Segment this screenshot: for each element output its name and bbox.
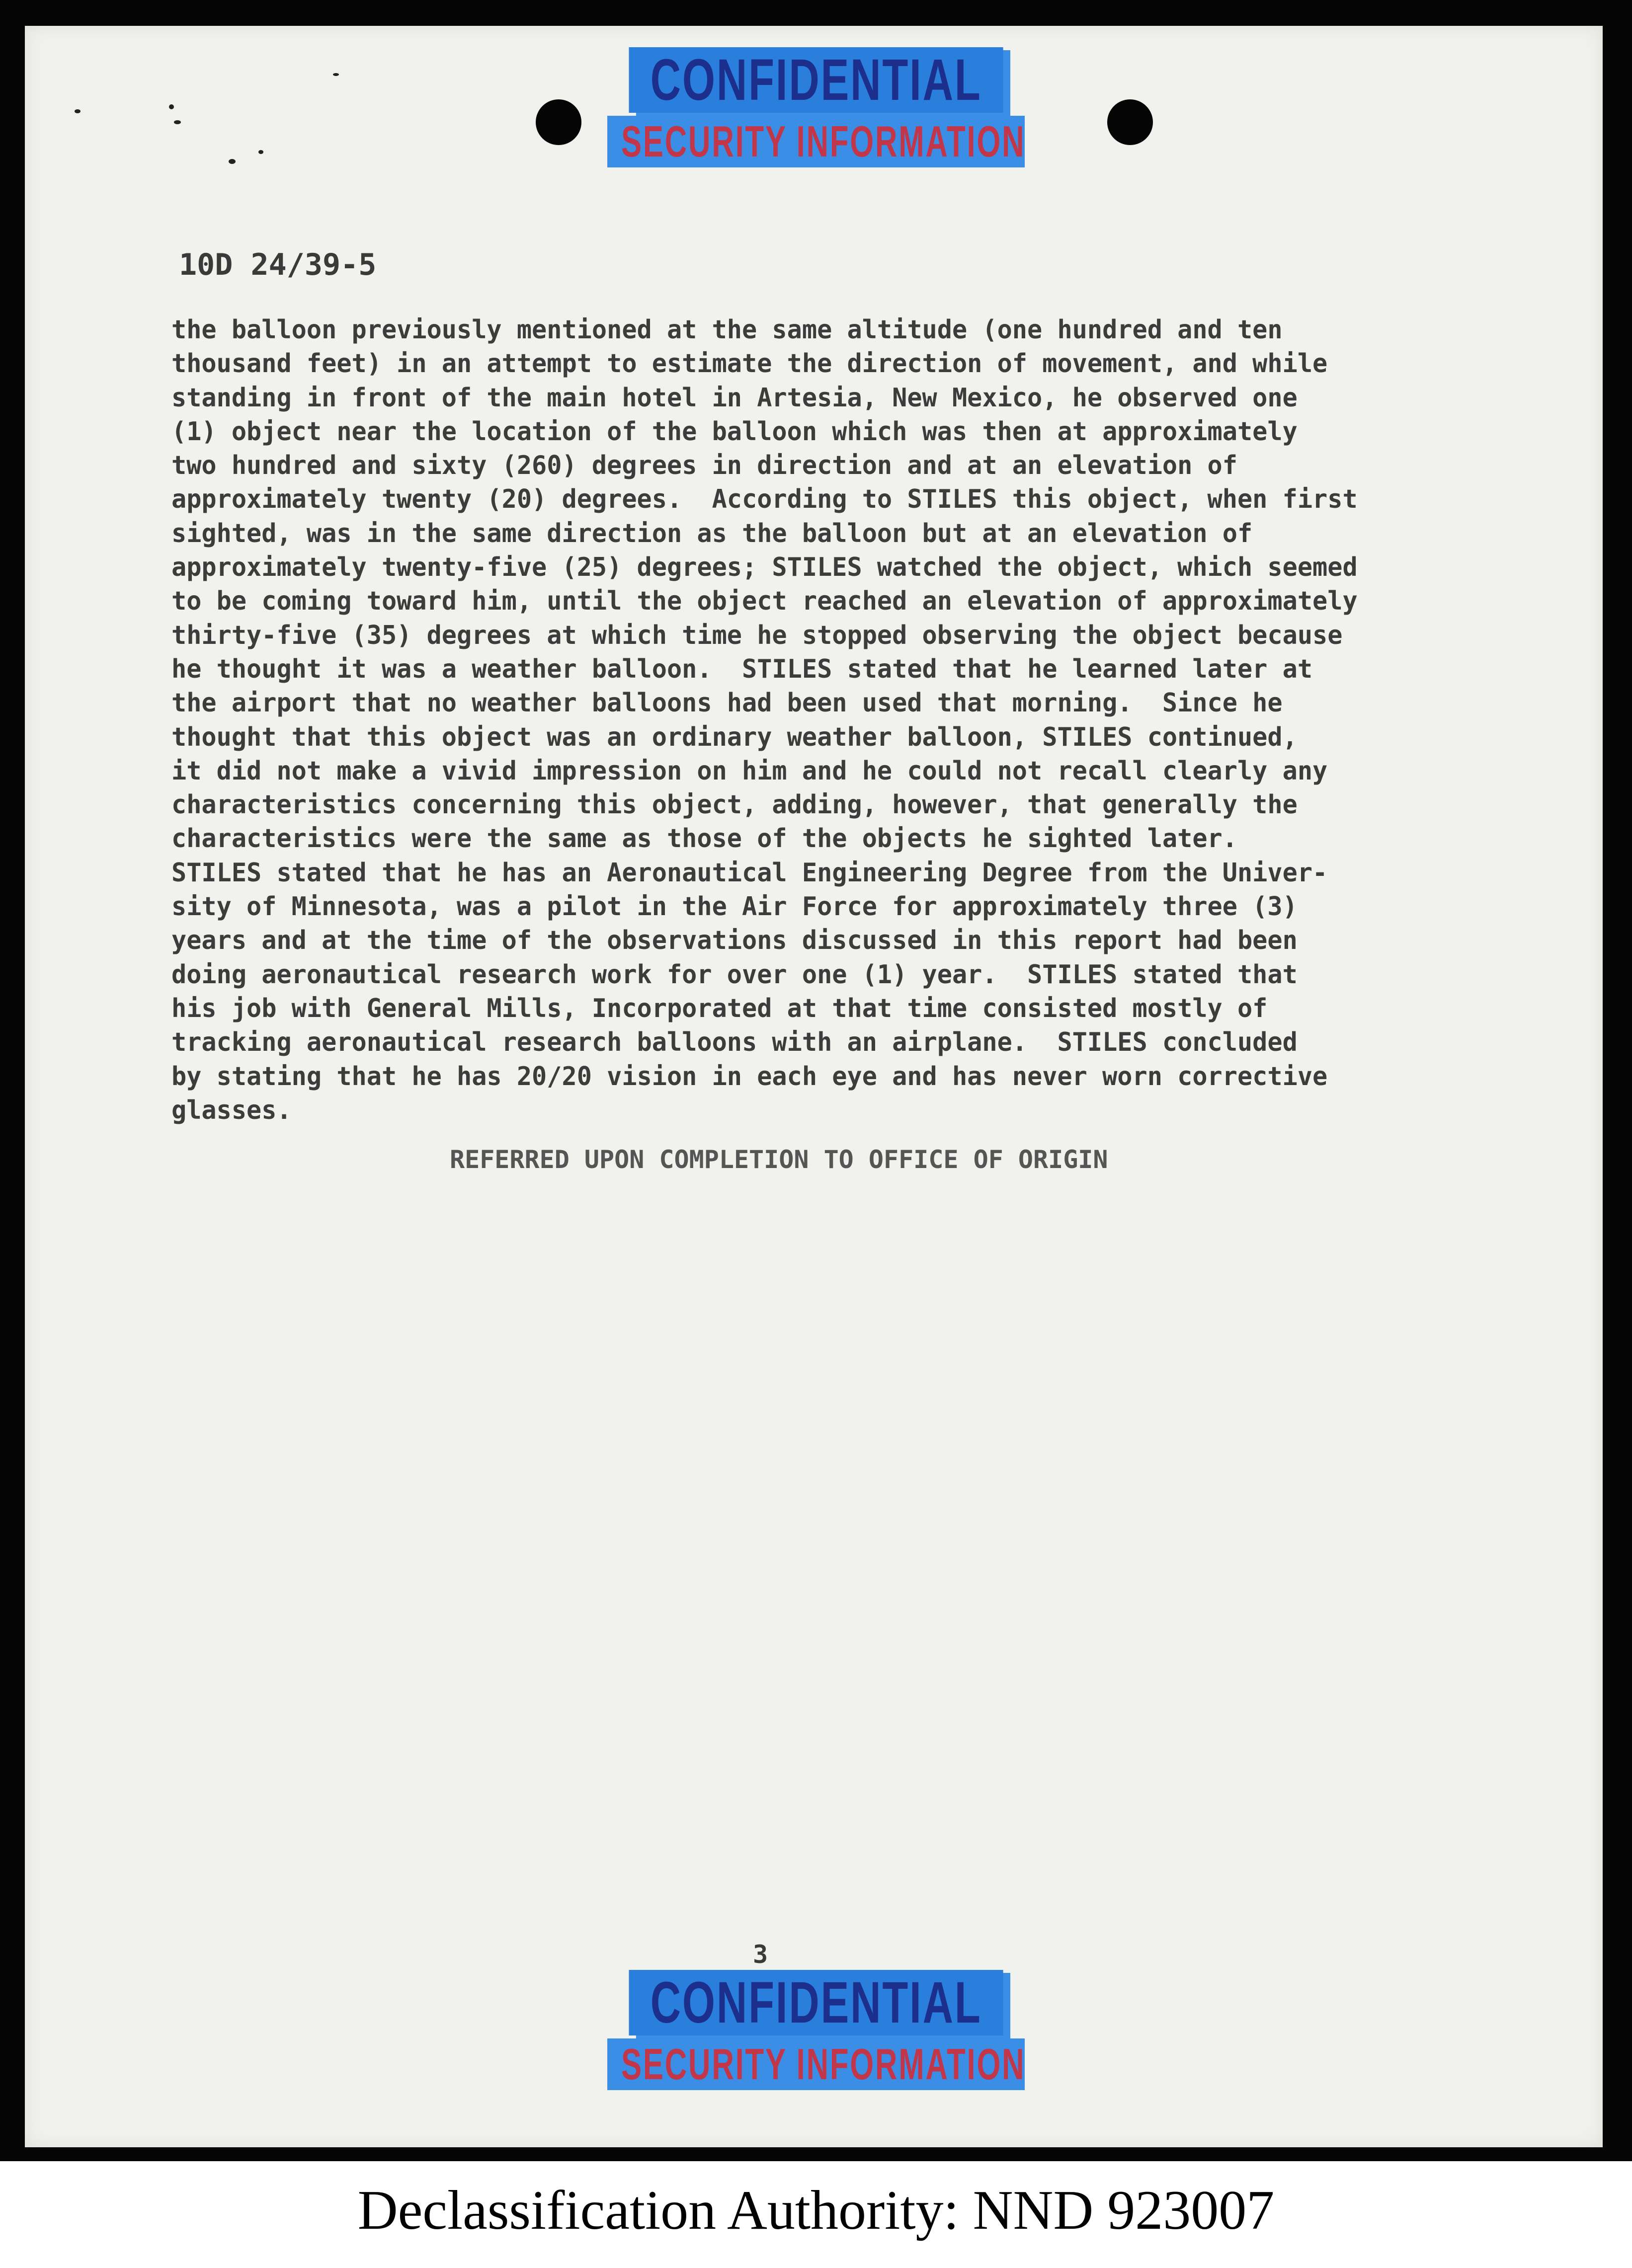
body-line: glasses. <box>171 1095 292 1125</box>
body-text <box>171 313 1483 1127</box>
paper-speck <box>333 73 339 76</box>
paper-speck <box>169 104 174 109</box>
body-line: the airport that no weather balloons had been used that morning. Since he <box>171 688 1283 718</box>
stamp-security-information: SECURITY INFORMATION <box>607 116 1025 167</box>
body-line: standing in front of the main hotel in Artesia, New Mexico, he observed one <box>171 383 1298 413</box>
body-line: thirty-five (35) degrees at which time he stopped observing the object because <box>171 620 1343 650</box>
declassification-caption: Declassification Authority: NND 923007 <box>357 2180 1275 2241</box>
file-number: 10D 24/39-5 <box>179 247 377 282</box>
body-line: the balloon previously mentioned at the same altitude (one hundred and ten <box>171 315 1283 345</box>
body-line: it did not make a vivid impression on him and he could not recall clearly any <box>171 756 1328 786</box>
body-line: approximately twenty (20) degrees. According to STILES this object, when first <box>171 484 1358 515</box>
referral-notice: REFERRED UPON COMPLETION TO OFFICE OF ORIGIN <box>450 1145 1108 1174</box>
paper-speck <box>258 150 263 154</box>
body-line: tracking aeronautical research balloons with an airplane. STILES concluded <box>171 1027 1298 1058</box>
page-number: 3 <box>753 1940 768 1969</box>
body-line: thousand feet) in an attempt to estimate the direction of movement, and while <box>171 349 1328 379</box>
body-line: his job with General Mills, Incorporated at that time consisted mostly of <box>171 993 1268 1023</box>
body-line: approximately twenty-five (25) degrees; STILES watched the object, which seemed <box>171 552 1358 583</box>
classification-stamp-bottom <box>518 1970 1114 2090</box>
body-line: characteristics were the same as those of the objects he sighted later. <box>171 824 1237 854</box>
body-line: thought that this object was an ordinary weather balloon, STILES continued, <box>171 722 1298 752</box>
body-line: by stating that he has 20/20 vision in each eye and has never worn corrective <box>171 1061 1328 1092</box>
body-line: he thought it was a weather balloon. STILES stated that he learned later at <box>171 654 1313 684</box>
body-line: years and at the time of the observations discussed in this report had been <box>171 926 1298 956</box>
stamp-confidential: CONFIDENTIAL <box>629 1970 1003 2035</box>
classification-stamp-top <box>518 47 1114 167</box>
stamp-security-information: SECURITY INFORMATION <box>607 2038 1025 2090</box>
paper-speck <box>75 109 81 113</box>
body-line: sity of Minnesota, was a pilot in the Air Force for approximately three (3) <box>171 892 1298 922</box>
body-line: sighted, was in the same direction as the balloon but at an elevation of <box>171 518 1253 548</box>
body-line: two hundred and sixty (260) degrees in direction and at an elevation of <box>171 451 1237 481</box>
paper-speck <box>174 120 181 124</box>
body-line: (1) object near the location of the balloon which was then at approximately <box>171 416 1298 447</box>
stamp-confidential: CONFIDENTIAL <box>629 47 1003 113</box>
body-line: STILES stated that he has an Aeronautical Engineering Degree from the Univer- <box>171 858 1328 888</box>
body-line: doing aeronautical research work for over one (1) year. STILES stated that <box>171 959 1298 990</box>
body-line: characteristics concerning this object, adding, however, that generally the <box>171 790 1298 820</box>
paper-speck <box>229 159 236 164</box>
body-line: to be coming toward him, until the object reached an elevation of approximately <box>171 586 1358 617</box>
